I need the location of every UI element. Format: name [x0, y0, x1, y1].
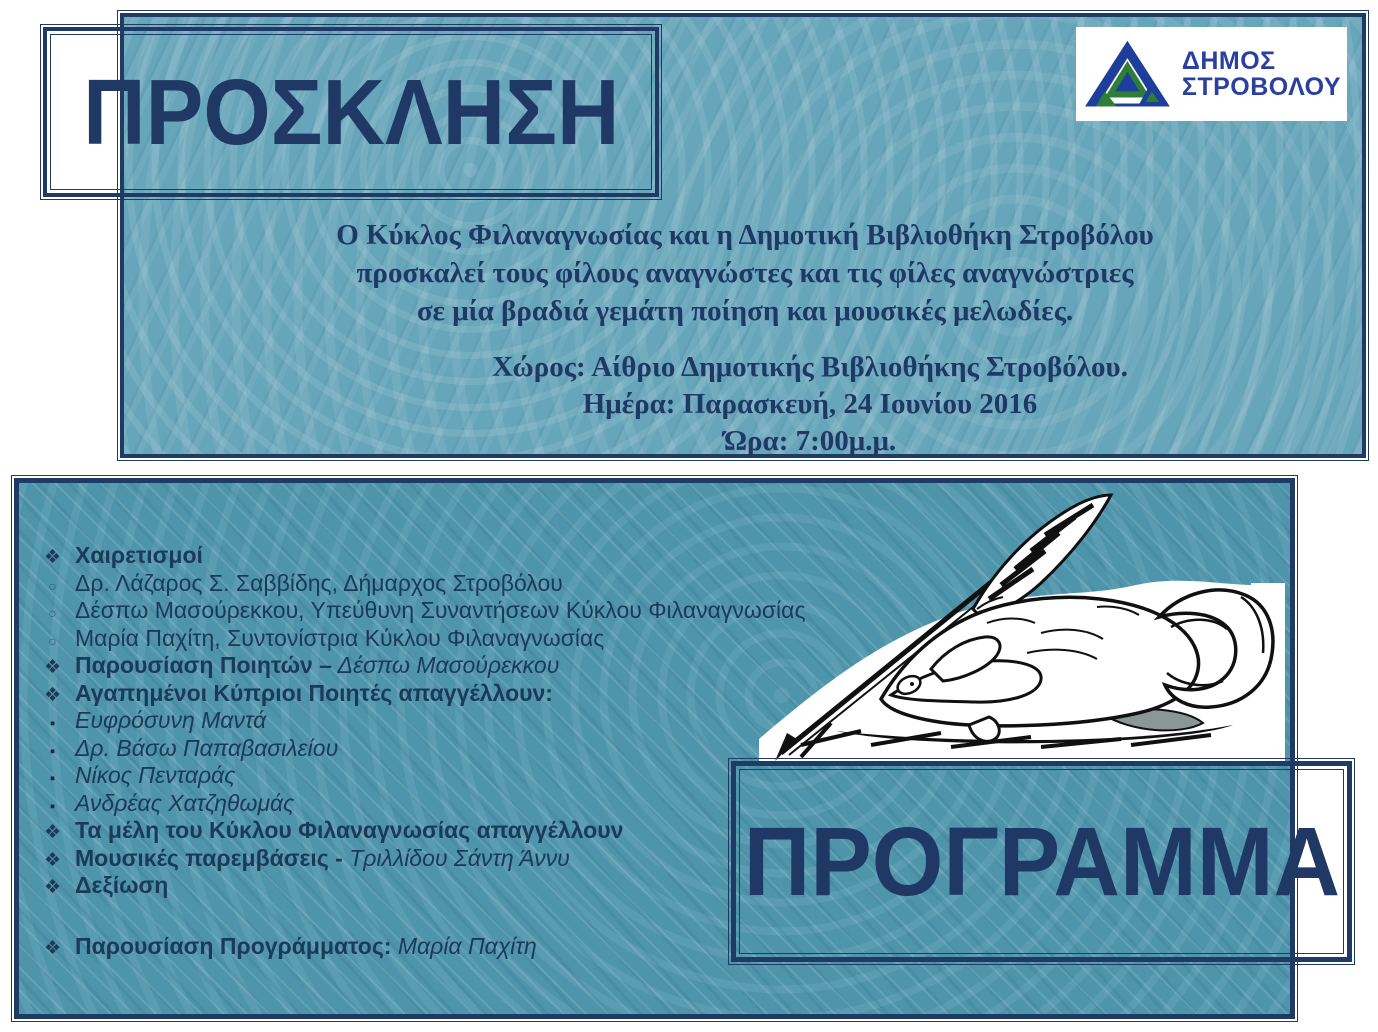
- date-line: Ημέρα: Παρασκευή, 24 Ιουνίου 2016: [582, 388, 1038, 420]
- program-list: [30, 542, 806, 960]
- square-bullet-icon: ▪: [49, 715, 56, 732]
- list-item: [30, 735, 770, 763]
- list-item: [30, 933, 770, 961]
- time-line: Ώρα: 7:00μ.μ.: [723, 425, 897, 457]
- square-bullet-icon: ▪: [49, 797, 56, 815]
- square-bullet-icon: ▪: [49, 770, 56, 787]
- invitation-body: [150, 216, 1340, 330]
- invitation-title: ΠΡΟΣΚΛΗΣΗ: [82, 59, 620, 164]
- list-item-label: Ευφρόσυνη Μαντά: [75, 707, 267, 733]
- diamond-bullet-icon: ❖: [43, 849, 62, 871]
- municipality-logo: [1076, 27, 1347, 121]
- list-item: [30, 542, 770, 570]
- diamond-bullet-icon: ❖: [43, 877, 62, 898]
- list-item-label: Παρουσίαση Ποιητών –: [75, 652, 332, 678]
- circle-bullet-icon: ○: [48, 632, 57, 649]
- list-item-label: Χαιρετισμοί: [75, 542, 203, 568]
- circle-bullet-icon: ○: [48, 577, 57, 594]
- list-item: [30, 597, 806, 625]
- program-title: ΠΡΟΓΡΑΜΜΑ: [743, 806, 1340, 916]
- list-item-label: Νίκος Πενταράς: [75, 762, 236, 788]
- list-item: [30, 872, 770, 900]
- program-title-box: [731, 761, 1352, 962]
- list-item-label: Δρ. Λάζαρος Σ. Σαββίδης, Δήμαρχος Στροβόλου: [75, 569, 563, 596]
- list-item-detail: Δέσπω Μασούρεκκου: [331, 652, 560, 678]
- invitation-body-line: Ο Κύκλος Φιλαναγνωσίας και η Δημοτική Βιβλιοθήκη Στροβόλου: [336, 219, 1154, 251]
- list-item: [30, 845, 770, 873]
- logo-text-line1: ΔΗΜΟΣ: [1181, 47, 1276, 75]
- logo-text: [1182, 48, 1341, 100]
- list-item-label: Παρουσίαση Προγράμματος:: [75, 932, 392, 959]
- list-item-label: Δεξίωση: [75, 872, 169, 898]
- logo-text-line2: ΣΤΡΟΒΟΛΟΥ: [1181, 73, 1341, 101]
- diamond-bullet-icon: ❖: [43, 657, 62, 678]
- list-item-detail: Τριλλίδου Σάντη Άννυ: [342, 844, 570, 871]
- invitation-body-line: σε μία βραδιά γεμάτη ποίηση και μουσικές μελωδίες.: [416, 295, 1074, 327]
- circle-bullet-icon: ○: [48, 605, 57, 621]
- venue-line: Χώρος: Αίθριο Δημοτικής Βιβλιοθήκης Στροβόλου.: [492, 351, 1128, 383]
- list-item-label: Ανδρέας Χατζηθωμάς: [75, 789, 295, 816]
- diamond-bullet-icon: ❖: [43, 547, 62, 568]
- diamond-bullet-icon: ❖: [43, 822, 62, 843]
- list-item-label: Αγαπημένοι Κύπριοι Ποιητές απαγγέλλουν:: [75, 679, 553, 706]
- list-item: [30, 625, 770, 653]
- quill-hand-svg: [741, 487, 1285, 764]
- list-item: [30, 817, 770, 845]
- invitation-body-line: προσκαλεί τους φίλους αναγνώστες και τις φίλες αναγνώστριες: [356, 257, 1134, 289]
- diamond-bullet-icon: ❖: [43, 937, 62, 959]
- square-bullet-icon: ▪: [49, 742, 56, 760]
- list-item: [30, 680, 770, 708]
- list-item: [30, 790, 770, 818]
- list-item-label: Δρ. Βάσω Παπαβασιλείου: [75, 734, 339, 761]
- list-item: [30, 652, 770, 680]
- list-item-label: Μουσικές παρεμβάσεις -: [75, 844, 343, 871]
- list-item-label: Μαρία Παχίτη, Συντονίστρια Κύκλου Φιλαναγνωσίας: [75, 624, 605, 651]
- logo-triangle-icon: [1082, 30, 1173, 118]
- quill-hand-illustration: [741, 487, 1285, 764]
- list-item-label: Τα μέλη του Κύκλου Φιλαναγνωσίας απαγγέλλουν: [75, 817, 624, 843]
- list-item-detail: Μαρία Παχίτη: [391, 932, 537, 959]
- invitation-title-box: [43, 27, 659, 197]
- list-item: [30, 707, 770, 735]
- list-item: [30, 570, 770, 598]
- invitation-details: [240, 349, 1378, 460]
- list-item-label: Δέσπω Μασούρεκκου, Υπεύθυνη Συναντήσεων Κύκλου Φιλαναγνωσίας: [75, 597, 806, 623]
- diamond-bullet-icon: ❖: [43, 684, 62, 706]
- list-item: [30, 762, 770, 790]
